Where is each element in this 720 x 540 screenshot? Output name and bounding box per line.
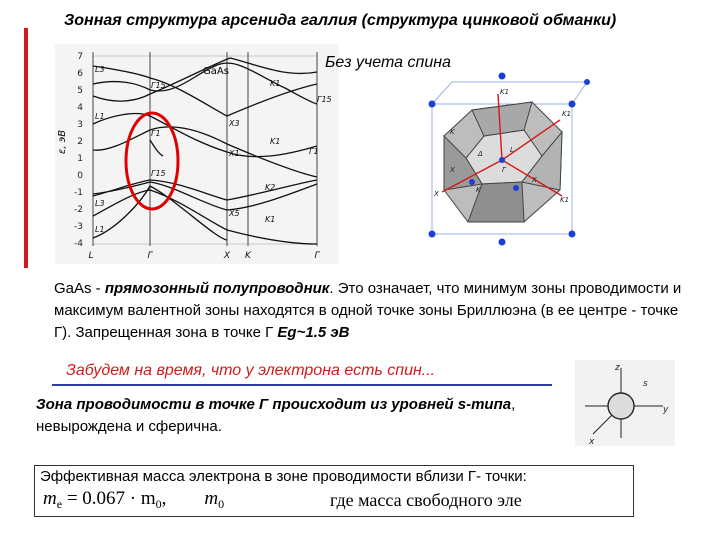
effective-mass-formula <box>43 488 224 512</box>
formula-eq: = 0.067 · m <box>62 488 156 509</box>
band-label: X3 <box>229 119 240 128</box>
bz-label: K <box>476 186 481 194</box>
band-label: Γ15 <box>317 95 332 104</box>
energy-tick: 3 <box>77 120 83 130</box>
formula-sub-0b: 0 <box>218 497 225 511</box>
para-text: GaAs - <box>54 280 105 297</box>
energy-tick: -4 <box>74 239 83 249</box>
formula-m: m <box>43 488 57 509</box>
bz-label: K1 <box>562 110 572 118</box>
formula-sub-e: e <box>56 497 63 511</box>
s-orbital-label: x <box>589 437 595 446</box>
band-label: X5 <box>229 209 240 218</box>
band-label: K2 <box>265 183 276 192</box>
conduction-rest: , невырождена и сферична. <box>36 396 516 435</box>
energy-tick: -3 <box>74 222 83 232</box>
para-text: . Это означает, что минимум зоны проводимости и максимум валентной зоны находятся в одной точке зоны Бриллюэна (в ее центре - точке Г). Запрещенная зона в точке Г <box>54 280 682 341</box>
bz-label: X <box>450 166 455 174</box>
formula-m0: m <box>204 488 219 509</box>
band-label: Γ15 <box>151 169 166 178</box>
accent-bar <box>24 28 28 268</box>
energy-tick: 6 <box>77 69 83 79</box>
bz-label: Δ <box>478 150 483 158</box>
band-label: K1 <box>270 79 281 88</box>
formula-comma: , <box>161 488 167 509</box>
energy-tick: -2 <box>74 205 83 215</box>
no-spin-label: Без учета спина <box>325 54 451 71</box>
bz-label: K1 <box>560 196 570 204</box>
kpoint-label: X <box>223 251 231 261</box>
band-structure-figure <box>55 44 339 264</box>
s-orbital-label: s <box>643 379 648 389</box>
energy-tick: 0 <box>77 171 83 181</box>
band-label: K1 <box>270 137 281 146</box>
kpoint-label: Γ <box>147 251 153 261</box>
material-label: GaAs <box>203 66 229 77</box>
band-label: L3 <box>95 199 105 208</box>
kpoint-label: L <box>88 251 94 261</box>
kpoint-label: Γ <box>314 251 320 261</box>
band-label: L3 <box>95 65 105 74</box>
s-orbital-label: z <box>615 363 620 373</box>
energy-tick: 4 <box>77 103 83 113</box>
bz-label: X <box>434 190 439 198</box>
band-label: L1 <box>95 225 105 234</box>
band-label: Γ1 <box>151 129 161 138</box>
s-orbital-diagram <box>575 360 675 446</box>
band-label: K1 <box>265 215 276 224</box>
forget-spin-underline <box>52 384 552 386</box>
bz-label: L <box>510 146 514 154</box>
effective-mass-text: Эффективная масса электрона в зоне проводимости вблизи Г- точки: <box>40 468 527 485</box>
energy-tick: 7 <box>77 52 83 62</box>
bz-label: K1 <box>500 88 510 96</box>
energy-tick: -1 <box>74 188 83 198</box>
energy-axis-label: ε, эВ <box>57 129 68 154</box>
page-title: Зонная структура арсенида галлия (структура цинковой обманки) <box>64 12 617 29</box>
band-gap-value: Eg~1.5 эВ <box>277 324 350 341</box>
text-cutoff-mask <box>527 490 559 514</box>
band-label: X1 <box>229 149 240 158</box>
effective-mass-tail: где масса свободного эле <box>330 490 522 510</box>
conduction-band-paragraph <box>36 394 566 438</box>
effective-mass-box <box>34 465 634 517</box>
forget-spin-line: Забудем на время, что у электрона есть спин... <box>66 362 436 379</box>
energy-tick: 2 <box>77 137 83 147</box>
bz-label: Γ <box>502 166 506 174</box>
energy-tick: 5 <box>77 86 83 96</box>
kpoint-label: K <box>245 251 251 261</box>
band-label: Γ1 <box>309 147 319 156</box>
band-label: Γ15 <box>151 81 166 90</box>
formula-sub-0: 0 <box>155 497 162 511</box>
bz-label: K <box>450 128 455 136</box>
direct-gap-paragraph <box>54 278 694 344</box>
brillouin-zone-diagram <box>412 72 592 248</box>
para-emphasis: прямозонный полупроводник <box>104 280 330 297</box>
band-label: L1 <box>95 112 105 121</box>
bz-label: X <box>532 176 537 184</box>
s-orbital-label: y <box>663 405 669 415</box>
conduction-emphasis: Зона проводимости в точке Г происходит из уровней s-типа <box>36 396 512 413</box>
energy-tick: 1 <box>77 154 83 164</box>
